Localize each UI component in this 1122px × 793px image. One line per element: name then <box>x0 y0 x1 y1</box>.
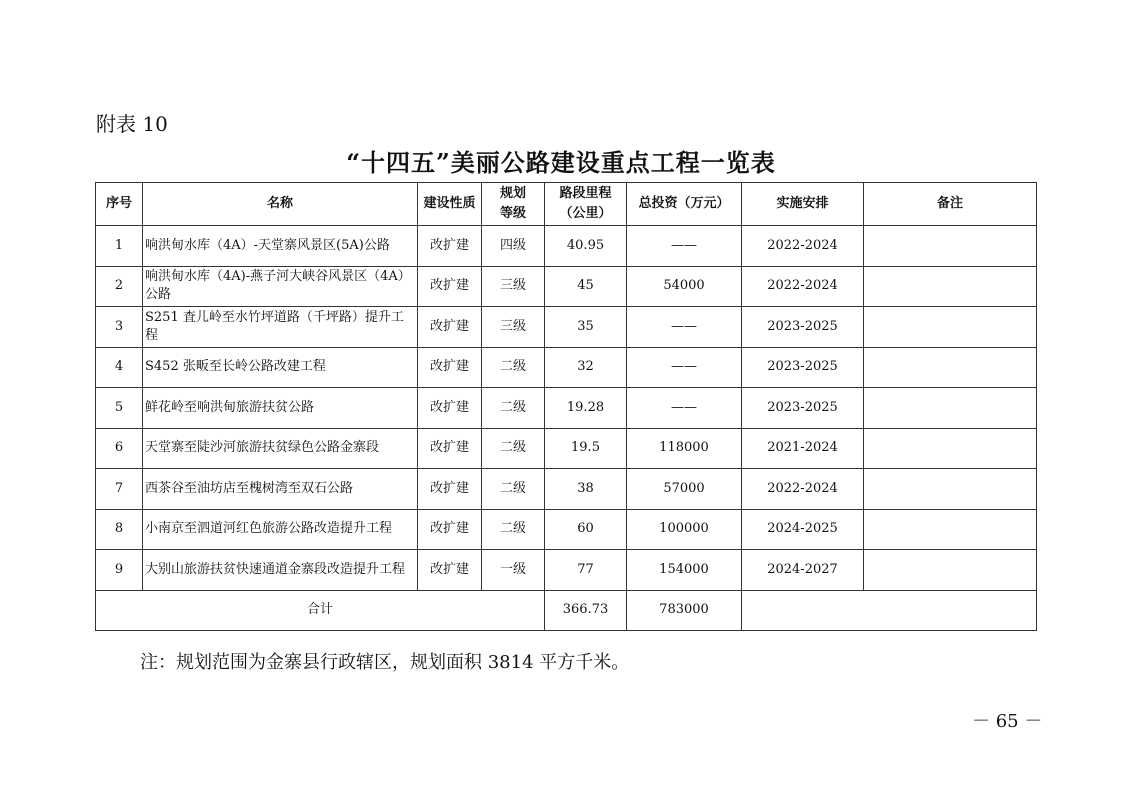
column-header: 路段里程 （公里） <box>545 183 627 226</box>
table-cell: 改扩建 <box>418 347 482 388</box>
table-cell <box>864 347 1037 388</box>
table-cell: 二级 <box>482 428 545 469</box>
table-cell <box>864 226 1037 267</box>
footnote: 注：规划范围为金寨县行政辖区，规划面积 3814 平方千米。 <box>140 652 630 673</box>
table-cell: 35 <box>545 307 627 348</box>
table-cell: 19.28 <box>545 388 627 429</box>
table-row <box>96 266 1037 307</box>
total-cell: 366.73 <box>545 590 627 631</box>
total-row <box>96 590 1037 631</box>
table-cell: 100000 <box>627 509 742 550</box>
table-row <box>96 307 1037 348</box>
table-cell: 2023-2025 <box>742 307 864 348</box>
projects-table <box>95 182 1037 631</box>
table-row <box>96 469 1037 510</box>
column-header: 规划 等级 <box>482 183 545 226</box>
table-cell: 改扩建 <box>418 266 482 307</box>
table-cell: —— <box>627 226 742 267</box>
table-cell: S251 査儿岭至水竹坪道路（千坪路）提升工程 <box>143 307 418 348</box>
table-row <box>96 428 1037 469</box>
table-cell: 6 <box>96 428 143 469</box>
table-cell: 改扩建 <box>418 509 482 550</box>
table-cell: —— <box>627 347 742 388</box>
table-cell <box>864 388 1037 429</box>
total-cell: 783000 <box>627 590 742 631</box>
table-cell: 三级 <box>482 307 545 348</box>
table-row <box>96 509 1037 550</box>
table-row <box>96 226 1037 267</box>
table-cell: 2024-2027 <box>742 550 864 591</box>
table-cell: S452 张畈至长岭公路改建工程 <box>143 347 418 388</box>
table-cell: 2022-2024 <box>742 266 864 307</box>
table-cell: 二级 <box>482 347 545 388</box>
column-header: 总投资（万元） <box>627 183 742 226</box>
table-cell: 改扩建 <box>418 226 482 267</box>
table-cell: 二级 <box>482 509 545 550</box>
table-cell: 天堂寨至陡沙河旅游扶贫绿色公路金寨段 <box>143 428 418 469</box>
table-header-row <box>96 183 1037 226</box>
table-cell: 2022-2024 <box>742 226 864 267</box>
table-cell: 118000 <box>627 428 742 469</box>
table-cell: 7 <box>96 469 143 510</box>
table-cell <box>864 307 1037 348</box>
table-title: “十四五”美丽公路建设重点工程一览表 <box>346 148 776 177</box>
table-cell: 二级 <box>482 469 545 510</box>
column-header: 实施安排 <box>742 183 864 226</box>
table-cell: 32 <box>545 347 627 388</box>
table-cell: 77 <box>545 550 627 591</box>
table-cell: 改扩建 <box>418 388 482 429</box>
table-cell: 改扩建 <box>418 307 482 348</box>
table-cell: 1 <box>96 226 143 267</box>
table-cell: —— <box>627 307 742 348</box>
appendix-label: 附表 10 <box>96 112 168 136</box>
table-cell: 改扩建 <box>418 550 482 591</box>
table-cell: 改扩建 <box>418 428 482 469</box>
total-cell: 合计 <box>96 590 545 631</box>
table-cell: 小南京至泗道河红色旅游公路改造提升工程 <box>143 509 418 550</box>
table-cell: 2021-2024 <box>742 428 864 469</box>
table-cell: —— <box>627 388 742 429</box>
table-cell: 3 <box>96 307 143 348</box>
page-number: － 65 － <box>972 711 1043 732</box>
table-cell: 5 <box>96 388 143 429</box>
table-cell: 9 <box>96 550 143 591</box>
table-cell: 西茶谷至油坊店至槐树湾至双石公路 <box>143 469 418 510</box>
column-header: 名称 <box>143 183 418 226</box>
table-cell: 38 <box>545 469 627 510</box>
table-cell: 2022-2024 <box>742 469 864 510</box>
table-cell: 鲜花岭至响洪甸旅游扶贫公路 <box>143 388 418 429</box>
table-cell <box>864 509 1037 550</box>
table-row <box>96 388 1037 429</box>
table-cell: 40.95 <box>545 226 627 267</box>
table-cell: 4 <box>96 347 143 388</box>
table-cell: 19.5 <box>545 428 627 469</box>
table-cell: 响洪甸水库（4A）-天堂寨风景区(5A)公路 <box>143 226 418 267</box>
table-cell: 154000 <box>627 550 742 591</box>
table-cell: 二级 <box>482 388 545 429</box>
table-cell: 60 <box>545 509 627 550</box>
table-cell: 一级 <box>482 550 545 591</box>
column-header: 备注 <box>864 183 1037 226</box>
total-cell <box>742 590 1037 631</box>
table-cell: 2023-2025 <box>742 388 864 429</box>
table-cell: 三级 <box>482 266 545 307</box>
table-cell: 54000 <box>627 266 742 307</box>
table-cell <box>864 428 1037 469</box>
table-cell: 大别山旅游扶贫快速通道金寨段改造提升工程 <box>143 550 418 591</box>
table-cell: 改扩建 <box>418 469 482 510</box>
table-cell: 45 <box>545 266 627 307</box>
table-cell: 四级 <box>482 226 545 267</box>
table-cell: 响洪甸水库（4A)-燕子河大峡谷风景区（4A）公路 <box>143 266 418 307</box>
table-cell <box>864 469 1037 510</box>
table-row <box>96 347 1037 388</box>
table-cell <box>864 550 1037 591</box>
table-cell: 2 <box>96 266 143 307</box>
table-cell <box>864 266 1037 307</box>
table-cell: 2023-2025 <box>742 347 864 388</box>
table-row <box>96 550 1037 591</box>
column-header: 建设性质 <box>418 183 482 226</box>
table-cell: 8 <box>96 509 143 550</box>
column-header: 序号 <box>96 183 143 226</box>
table-cell: 57000 <box>627 469 742 510</box>
table-cell: 2024-2025 <box>742 509 864 550</box>
